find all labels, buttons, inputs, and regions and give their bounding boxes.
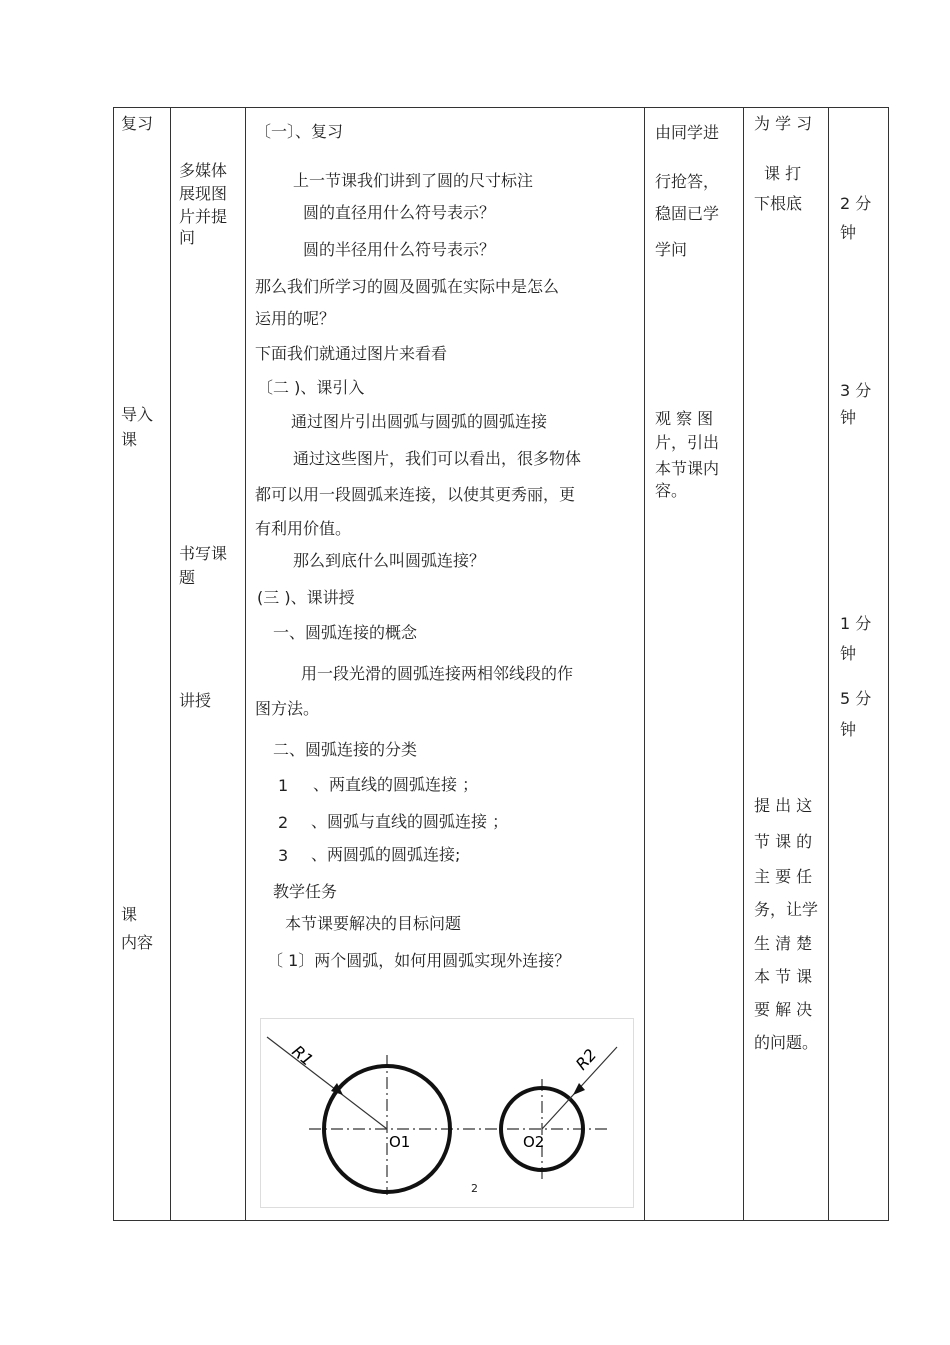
label-r2: R2 bbox=[571, 1045, 601, 1074]
column-divider bbox=[644, 108, 645, 1220]
paragraph-line: 下面我们就通过图片来看看 bbox=[255, 344, 448, 363]
classification-item-text: 、两圆弧的圆弧连接; bbox=[311, 845, 461, 864]
section-lecture-heading: (三 )、课讲授 bbox=[257, 588, 355, 607]
student-activity-2: 本节课内 bbox=[655, 459, 720, 478]
student-activity-2: 观 察 图 bbox=[655, 409, 714, 428]
time-allocation-2: 钟 bbox=[840, 408, 857, 427]
design-intent-1: 课 打 bbox=[764, 164, 802, 183]
design-intent-2: 主 要 任 bbox=[754, 867, 813, 886]
student-activity-1: 学问 bbox=[655, 240, 688, 259]
circles-diagram bbox=[261, 1019, 635, 1209]
column-divider bbox=[828, 108, 829, 1220]
stage-review: 复习 bbox=[121, 114, 154, 133]
design-intent-2: 提 出 这 bbox=[754, 796, 813, 815]
concept-line: 用一段光滑的圆弧连接两相邻线段的作 bbox=[301, 664, 574, 683]
task-heading: 教学任务 bbox=[273, 882, 338, 901]
design-intent-2: 务，让学 bbox=[754, 900, 819, 919]
stage-content-line1: 课 bbox=[121, 905, 138, 924]
stage-content-line2: 内容 bbox=[121, 933, 154, 952]
time-allocation-4: 5 分 bbox=[840, 689, 872, 708]
task-line: 本节课要解决的目标问题 bbox=[285, 914, 462, 933]
method-multimedia-4: 问 bbox=[179, 228, 196, 247]
classification-heading: 二、圆弧连接的分类 bbox=[273, 740, 418, 759]
section-review-heading: 〔一〕、复习 bbox=[255, 122, 344, 141]
student-activity-1: 由同学进 bbox=[655, 123, 720, 142]
student-activity-2: 容。 bbox=[655, 481, 688, 500]
task-question: 〔 1〕两个圆弧，如何用圆弧实现外连接？ bbox=[267, 951, 571, 970]
label-o1: O1 bbox=[389, 1133, 411, 1151]
column-divider bbox=[245, 108, 246, 1220]
method-multimedia-3: 片并提 bbox=[179, 207, 228, 226]
method-write-title-2: 题 bbox=[179, 568, 196, 587]
classification-item-text: 、两直线的圆弧连接 ； bbox=[313, 775, 479, 794]
two-circles-figure bbox=[260, 1018, 634, 1208]
design-intent-1: 为 学 习 bbox=[754, 114, 813, 133]
intro-line: 通过这些图片，我们可以看出，很多物体 bbox=[293, 449, 582, 468]
intro-line: 那么到底什么叫圆弧连接？ bbox=[293, 551, 486, 570]
time-allocation-1: 2 分 bbox=[840, 194, 872, 213]
concept-heading: 一、圆弧连接的概念 bbox=[273, 623, 418, 642]
time-allocation-3: 1 分 bbox=[840, 614, 872, 633]
concept-line: 图方法。 bbox=[255, 699, 320, 718]
page-number: 2 bbox=[471, 1182, 478, 1195]
time-allocation-1: 钟 bbox=[840, 223, 857, 242]
classification-item-number: 2 bbox=[278, 813, 289, 832]
review-line-3: 圆的半径用什么符号表示？ bbox=[303, 240, 496, 259]
review-line-1: 上一节课我们讲到了圆的尺寸标注 bbox=[293, 171, 534, 190]
review-line-2: 圆的直径用什么符号表示？ bbox=[303, 203, 496, 222]
time-allocation-2: 3 分 bbox=[840, 381, 872, 400]
stage-intro-line1: 导入 bbox=[121, 405, 154, 424]
design-intent-2: 本 节 课 bbox=[754, 967, 813, 986]
design-intent-2: 要 解 决 bbox=[754, 1000, 813, 1019]
classification-item-number: 1 bbox=[278, 776, 289, 795]
time-allocation-4: 钟 bbox=[840, 720, 857, 739]
student-activity-1: 行抢答， bbox=[655, 172, 720, 191]
method-lecture: 讲授 bbox=[179, 691, 212, 710]
design-intent-2: 生 清 楚 bbox=[754, 934, 813, 953]
design-intent-1: 下根底 bbox=[754, 194, 803, 213]
time-allocation-3: 钟 bbox=[840, 644, 857, 663]
method-multimedia-2: 展现图 bbox=[179, 184, 228, 203]
paragraph-line: 运用的呢？ bbox=[255, 309, 336, 328]
section-intro-heading: 〔二 )、课引入 bbox=[257, 378, 365, 397]
intro-line: 都可以用一段圆弧来连接，以使其更秀丽，更 bbox=[255, 485, 576, 504]
label-o2: O2 bbox=[523, 1133, 545, 1151]
student-activity-1: 稳固已学 bbox=[655, 204, 720, 223]
label-r1: R1 bbox=[288, 1041, 317, 1070]
design-intent-2: 节 课 的 bbox=[754, 832, 813, 851]
classification-item-text: 、圆弧与直线的圆弧连接 ； bbox=[311, 812, 509, 831]
method-write-title-1: 书写课 bbox=[179, 544, 228, 563]
column-divider bbox=[743, 108, 744, 1220]
design-intent-2: 的问题。 bbox=[754, 1033, 819, 1052]
intro-line: 通过图片引出圆弧与圆弧的圆弧连接 bbox=[291, 412, 548, 431]
method-multimedia-1: 多媒体 bbox=[179, 161, 228, 180]
classification-item-number: 3 bbox=[278, 846, 289, 865]
student-activity-2: 片，引出 bbox=[655, 433, 720, 452]
stage-intro-line2: 课 bbox=[121, 430, 138, 449]
paragraph-line: 那么我们所学习的圆及圆弧在实际中是怎么 bbox=[255, 277, 560, 296]
intro-line: 有利用价值。 bbox=[255, 519, 352, 538]
column-divider bbox=[170, 108, 171, 1220]
